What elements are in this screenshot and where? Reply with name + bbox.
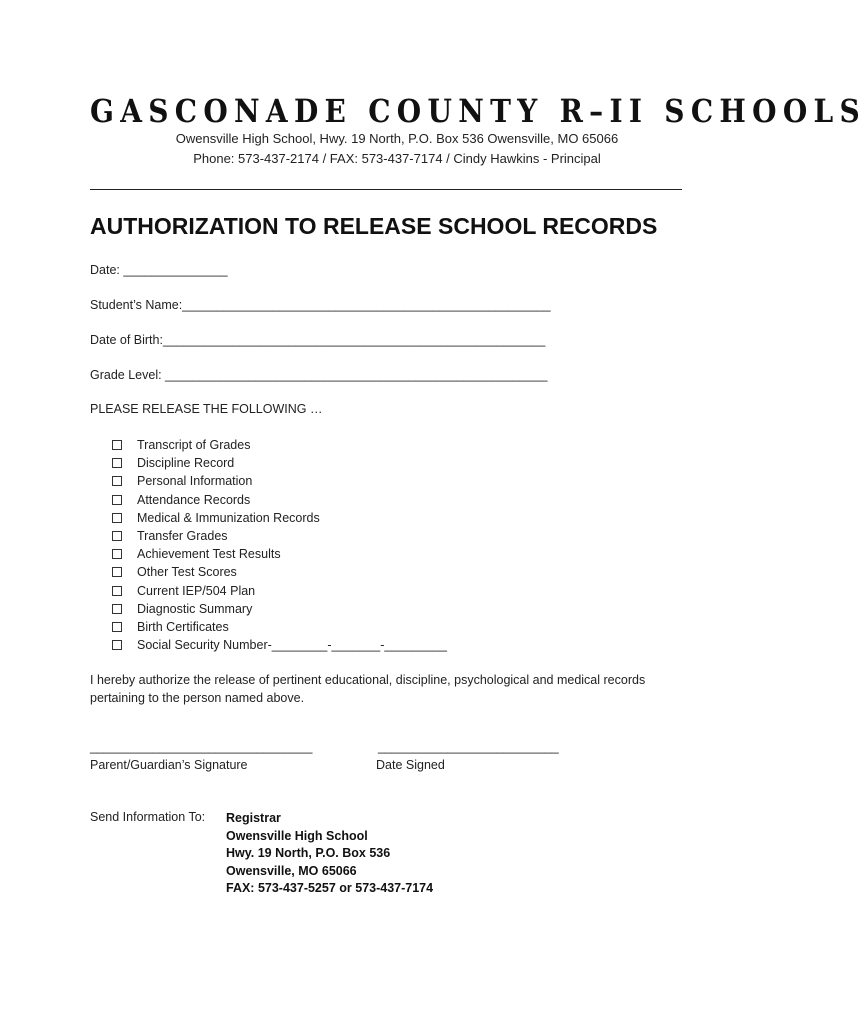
checkbox-icon[interactable] (112, 531, 122, 541)
date-field[interactable]: Date: _______________ (90, 263, 228, 277)
date-signed-line[interactable]: __________________________ (378, 740, 559, 754)
release-heading: PLEASE RELEASE THE FOLLOWING … (90, 402, 323, 416)
address-line-street: Hwy. 19 North, P.O. Box 536 (226, 846, 391, 860)
checklist-item[interactable] (112, 436, 447, 454)
school-address-line: Owensville High School, Hwy. 19 North, P.O. Box 536 Owensville, MO 65066 (175, 131, 619, 146)
records-checklist (112, 436, 447, 654)
authorization-statement: I hereby authorize the release of pertinent educational, discipline, psychological and medical records pertaining to the person named above. (90, 673, 646, 705)
checkbox-icon[interactable] (112, 622, 122, 632)
checkbox-icon[interactable] (112, 586, 122, 596)
checklist-item-label: Medical & Immunization Records (137, 510, 320, 525)
checklist-item[interactable] (112, 509, 447, 527)
student-name-field[interactable]: Student’s Name:_____________________________________________________ (90, 298, 551, 312)
send-to-address (226, 810, 433, 898)
address-line-city: Owensville, MO 65066 (226, 863, 357, 878)
checklist-item-label: Social Security Number-________-_______-_________ (137, 638, 447, 653)
checklist-item[interactable] (112, 472, 447, 490)
checkbox-icon[interactable] (112, 458, 122, 468)
parent-signature-line[interactable]: ________________________________ (90, 740, 313, 754)
checklist-item[interactable] (112, 582, 447, 600)
send-to-label: Send Information To: (90, 810, 206, 824)
grade-level-field[interactable]: Grade Level: _______________________________________________________ (90, 368, 548, 382)
checklist-item-label: Other Test Scores (137, 565, 237, 580)
checklist-item-label: Transfer Grades (137, 529, 228, 544)
checklist-item-label: Attendance Records (137, 492, 251, 507)
checklist-item[interactable] (112, 527, 447, 545)
checklist-item[interactable] (112, 563, 447, 581)
school-name-heading: GASCONADE COUNTY R–II SCHOOLS (90, 92, 866, 130)
address-line-school: Owensville High School (226, 828, 368, 843)
date-signed-label: Date Signed (376, 758, 445, 772)
checkbox-icon[interactable] (112, 567, 122, 577)
checklist-item[interactable] (112, 618, 447, 636)
checklist-item-label: Diagnostic Summary (137, 601, 253, 616)
address-line-fax: FAX: 573-437-5257 or 573-437-7174 (226, 881, 434, 895)
checkbox-icon[interactable] (112, 549, 122, 559)
checklist-item[interactable] (112, 545, 447, 563)
checklist-item-label: Birth Certificates (137, 619, 229, 634)
date-of-birth-field[interactable]: Date of Birth:_______________________________________________________ (90, 333, 546, 347)
checkbox-icon[interactable] (112, 440, 122, 450)
checklist-item-label: Discipline Record (137, 456, 235, 471)
checkbox-icon[interactable] (112, 495, 122, 505)
checkbox-icon[interactable] (112, 476, 122, 486)
checklist-item-label: Achievement Test Results (137, 547, 281, 562)
header-divider (90, 189, 682, 190)
address-line-registrar: Registrar (226, 811, 281, 825)
checklist-item-label: Current IEP/504 Plan (137, 583, 256, 598)
form-title: AUTHORIZATION TO RELEASE SCHOOL RECORDS (90, 213, 658, 239)
checklist-item[interactable] (112, 600, 447, 618)
checklist-item-label: Transcript of Grades (137, 438, 251, 453)
checkbox-icon[interactable] (112, 513, 122, 523)
checklist-item-label: Personal Information (137, 474, 253, 489)
checklist-item[interactable] (112, 454, 447, 472)
school-contact-line: Phone: 573-437-2174 / FAX: 573-437-7174 / Cindy Hawkins - Principal (193, 151, 601, 166)
checklist-item[interactable] (112, 491, 447, 509)
parent-signature-label: Parent/Guardian’s Signature (90, 758, 248, 772)
checkbox-icon[interactable] (112, 604, 122, 614)
checklist-item[interactable] (112, 636, 447, 654)
checkbox-icon[interactable] (112, 640, 122, 650)
